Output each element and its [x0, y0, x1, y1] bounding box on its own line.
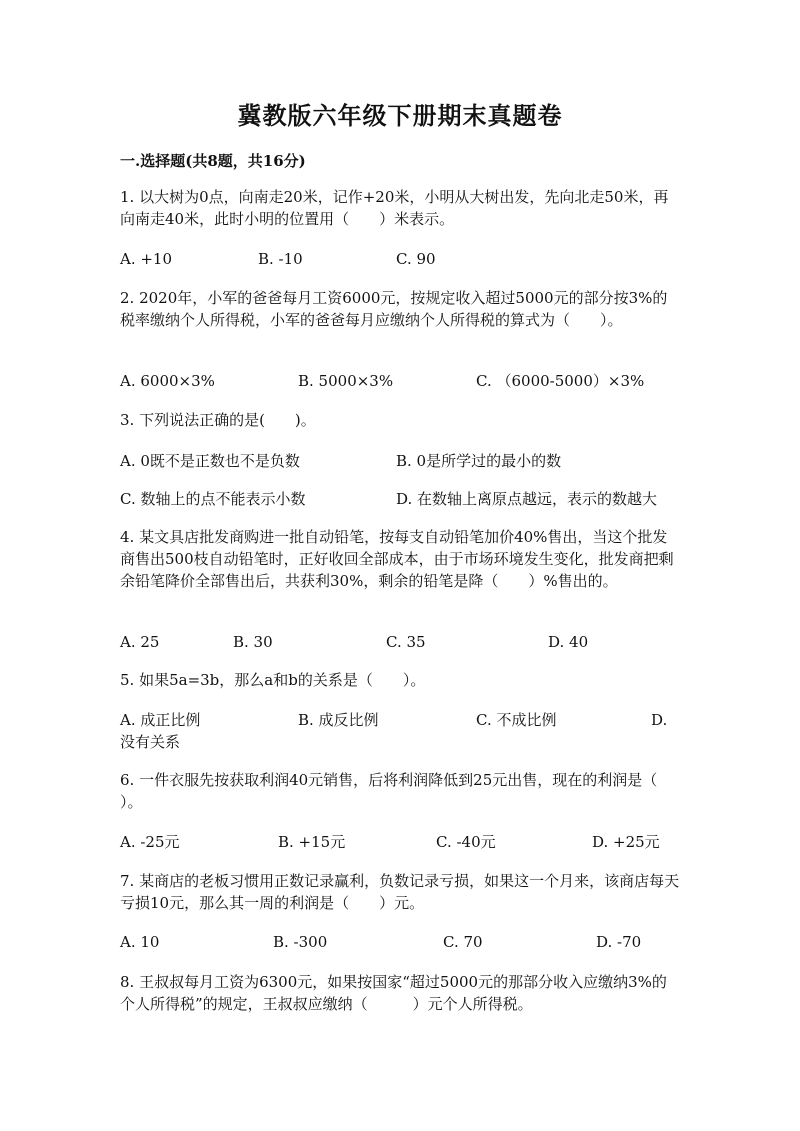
question-6-option-d: D. +25元	[592, 833, 660, 851]
question-6-option-b: B. +15元	[278, 833, 346, 851]
question-5-option-a: A. 成正比例	[120, 711, 201, 729]
question-4-stem: 4. 某文具店批发商购进一批自动铅笔，按每支自动铅笔加价40%售出，当这个批发商售出500枝自动铅笔时，正好收回全部成本，由于市场环境发生变化，批发商把剩余铅笔降价全部售出后，共获利30%，剩余的铅笔是降（ ）%售出的。	[120, 528, 674, 590]
question-3-option-d: D. 在数轴上离原点越远，表示的数越大	[396, 490, 658, 508]
question-2-option-b: B. 5000×3%	[298, 372, 394, 390]
question-7-option-c: C. 70	[443, 933, 483, 951]
question-2-stem: 2. 2020年，小军的爸爸每月工资6000元，按规定收入超过5000元的部分按3%的税率缴纳个人所得税，小军的爸爸每月应缴纳个人所得税的算式为（ ）。	[120, 289, 668, 329]
question-7-stem: 7. 某商店的老板习惯用正数记录赢利，负数记录亏损，如果这一个月来，该商店每天亏损10元，那么其一周的利润是（ ）元。	[120, 872, 680, 912]
question-8-stem: 8. 王叔叔每月工资为6300元，如果按国家“超过5000元的那部分收入应缴纳3%的个人所得税”的规定，王叔叔应缴纳（ ）元个人所得税。	[120, 973, 667, 1013]
exam-title: 冀教版六年级下册期末真题卷	[237, 101, 563, 130]
question-7-option-d: D. -70	[596, 933, 642, 951]
question-6-option-a: A. -25元	[120, 833, 180, 851]
question-2-option-a: A. 6000×3%	[120, 372, 215, 390]
section-heading: 一.选择题(共8题，共16分)	[120, 152, 306, 170]
question-7-option-a: A. 10	[120, 933, 160, 951]
question-6-option-c: C. -40元	[436, 833, 496, 851]
question-4-option-d: D. 40	[548, 633, 589, 651]
question-4-option-c: C. 35	[386, 633, 426, 651]
question-3-stem: 3. 下列说法正确的是( )。	[120, 411, 316, 429]
question-1-option-b: B. -10	[258, 250, 303, 268]
question-3-option-c: C. 数轴上的点不能表示小数	[120, 490, 306, 508]
question-2-option-c: C. （6000-5000）×3%	[476, 372, 645, 390]
question-3-option-a: A. 0既不是正数也不是负数	[120, 452, 300, 470]
question-5-option-d: D.	[651, 711, 668, 729]
question-3-option-b: B. 0是所学过的最小的数	[396, 452, 562, 470]
question-4-option-a: A. 25	[120, 633, 160, 651]
question-7-option-b: B. -300	[273, 933, 328, 951]
question-1-option-c: C. 90	[396, 250, 436, 268]
question-5-option-b: B. 成反比例	[298, 711, 379, 729]
question-5-stem: 5. 如果5a=3b，那么a和b的关系是（ ）。	[120, 671, 426, 689]
question-1-stem: 1. 以大树为0点，向南走20米，记作+20米，小明从大树出发，先向北走50米，再向南走40米，此时小明的位置用（ ）米表示。	[120, 188, 669, 228]
question-6-stem: 6. 一件衣服先按获取利润40元销售，后将利润降低到25元出售，现在的利润是（ ）。	[120, 771, 688, 811]
question-4-option-b: B. 30	[233, 633, 273, 651]
question-5-option-c: C. 不成比例	[476, 711, 557, 729]
question-1-option-a: A. +10	[120, 250, 173, 268]
question-5-option-d-text: 没有关系	[120, 733, 181, 751]
